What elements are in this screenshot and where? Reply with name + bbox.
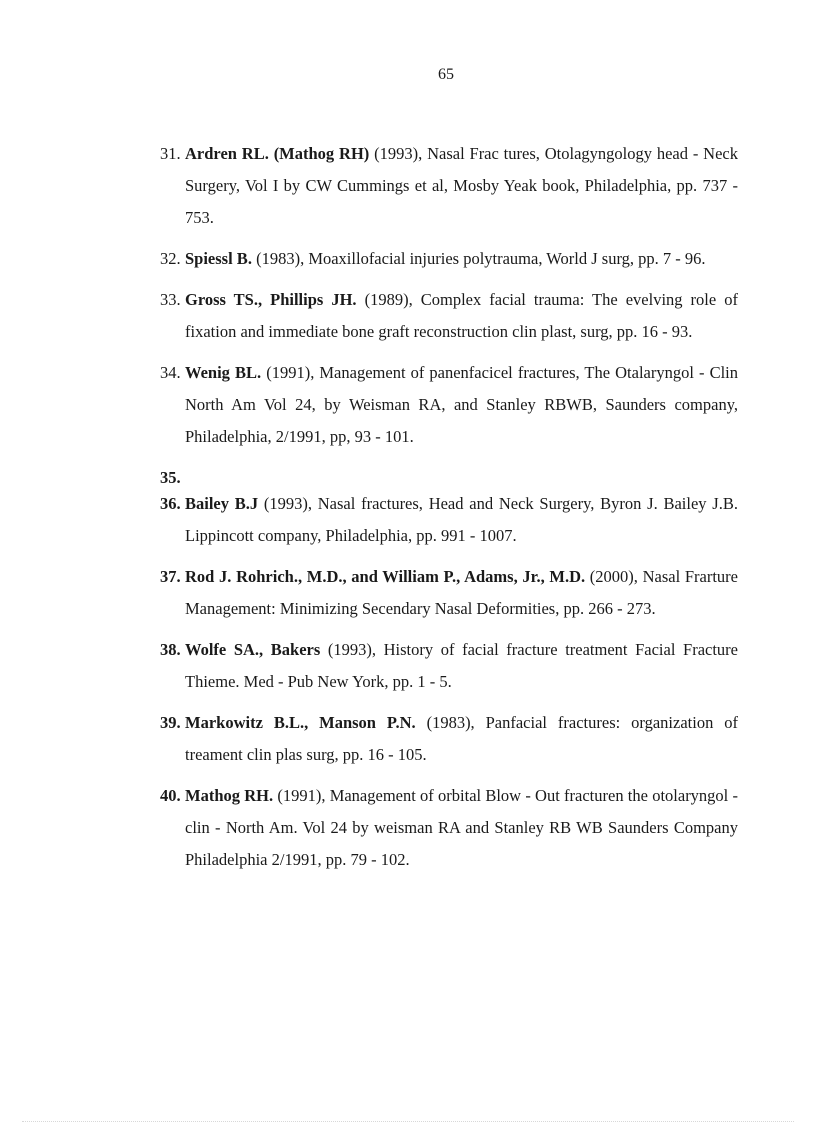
reference-number: 34. bbox=[160, 363, 181, 382]
reference-item bbox=[160, 357, 738, 453]
reference-item bbox=[160, 243, 738, 275]
reference-details: (1983), Panfacial fractures: organization of treament clin plas surg, pp. 16 - 105. bbox=[185, 713, 738, 764]
reference-authors: Wenig BL. bbox=[185, 363, 262, 382]
reference-item bbox=[160, 561, 738, 625]
reference-number: 32. bbox=[160, 249, 181, 268]
reference-details: (1993), Nasal Frac tures, Otolagyngology head - Neck Surgery, Vol I by CW Cummings et al, Mosby Yeak book, Philadelphia, pp. 737 - 753. bbox=[185, 144, 738, 227]
reference-item bbox=[160, 780, 738, 876]
reference-authors: Mathog RH. bbox=[185, 786, 274, 805]
reference-number: 36. bbox=[160, 494, 181, 513]
reference-details: (1983), Moaxillofacial injuries polytrauma, World J surg, pp. 7 - 96. bbox=[251, 249, 706, 268]
page-number: 65 bbox=[438, 66, 454, 83]
reference-details: (1991), Management of orbital Blow - Out fracturen the otolaryngol - clin - North Am. Vol 24 by weisman RA and Stanley RB WB Saunders Company Philadelphia 2/1991, pp. 79 - 102. bbox=[185, 786, 738, 869]
reference-item bbox=[160, 488, 738, 552]
reference-details: (1993), History of facial fracture treatment Facial Fracture Thieme. Med - Pub New York, pp. 1 - 5. bbox=[185, 640, 738, 691]
reference-item bbox=[160, 634, 738, 698]
reference-authors: Markowitz B.L., Manson P.N. bbox=[185, 713, 416, 732]
reference-list bbox=[160, 138, 738, 885]
reference-details: (1993), Nasal fractures, Head and Neck Surgery, Byron J. Bailey J.B. Lippincott company, Philadelphia, pp. 991 - 1007. bbox=[185, 494, 738, 545]
reference-details: (1991), Management of panenfacicel fractures, The Otalaryngol - Clin North Am Vol 24, by Weisman RA, and Stanley RBWB, Saunders company, Philadelphia, 2/1991, pp, 93 - 101. bbox=[185, 363, 739, 446]
reference-authors: Ardren RL. (Mathog RH) bbox=[185, 144, 370, 163]
reference-item bbox=[160, 138, 738, 234]
reference-authors: Bailey B.J bbox=[185, 494, 259, 513]
reference-number: 37. bbox=[160, 567, 181, 586]
reference-number: 35. bbox=[160, 468, 181, 487]
reference-number: 33. bbox=[160, 290, 181, 309]
reference-authors: Rod J. Rohrich., M.D., and William P., Adams, Jr., M.D. bbox=[185, 567, 586, 586]
page-bottom-divider bbox=[22, 1121, 794, 1122]
reference-authors: Wolfe SA., Bakers bbox=[185, 640, 321, 659]
reference-details: (1989), Complex facial trauma: The evelving role of fixation and immediate bone graft reconstruction clin plast, surg, pp. 16 - 93. bbox=[185, 290, 738, 341]
reference-number: 31. bbox=[160, 144, 181, 163]
reference-authors: Gross TS., Phillips JH. bbox=[185, 290, 357, 309]
reference-number: 38. bbox=[160, 640, 181, 659]
reference-number: 40. bbox=[160, 786, 181, 805]
reference-details: (2000), Nasal Frarture Management: Minimizing Secendary Nasal Deformities, pp. 266 - 273. bbox=[185, 567, 738, 618]
reference-authors: Spiessl B. bbox=[185, 249, 252, 268]
reference-item bbox=[160, 707, 738, 771]
reference-number: 39. bbox=[160, 713, 181, 732]
reference-item bbox=[160, 284, 738, 348]
